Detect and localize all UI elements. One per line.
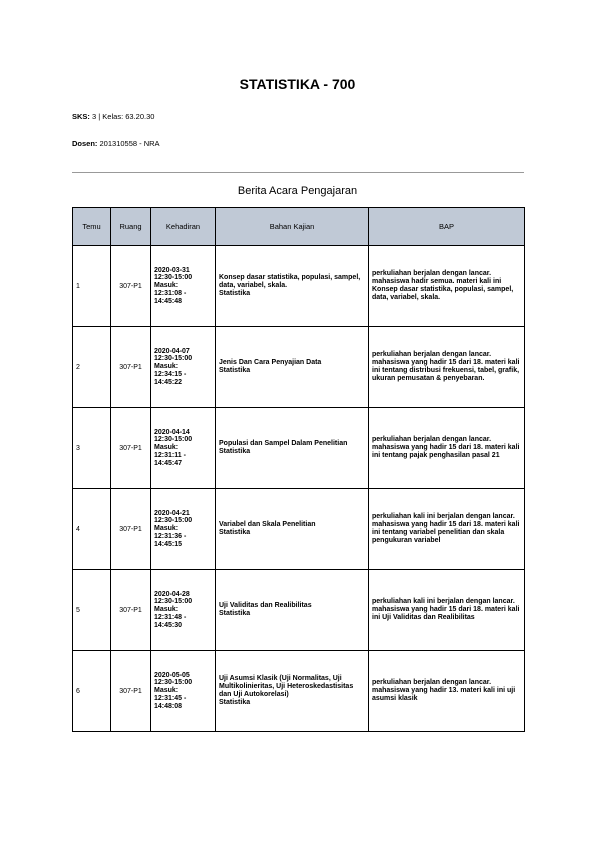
bahan-kajian-cell xyxy=(216,570,369,651)
temu-cell: 3 xyxy=(73,408,111,489)
table-row xyxy=(73,246,525,327)
bahan-kajian-text: Populasi dan Sampel Dalam Penelitian xyxy=(219,440,348,448)
table-row xyxy=(73,408,525,489)
table-row xyxy=(73,489,525,570)
bahan-kajian-text: Jenis Dan Cara Penyajian Data xyxy=(219,359,322,367)
masuk-label: Masuk: xyxy=(154,282,179,290)
kehadiran-cell xyxy=(151,327,216,408)
bap-table xyxy=(72,207,525,732)
table-row xyxy=(73,327,525,408)
page-title: STATISTIKA - 700 xyxy=(239,76,356,92)
dosen-label: Dosen: xyxy=(72,139,98,148)
ruang-cell: 307-P1 xyxy=(111,570,151,651)
time-slot: 12:30-15:00 xyxy=(154,436,193,444)
bap-cell: perkuliahan berjalan dengan lancar. mahasiswa hadir semua. materi kali ini Konsep dasar statistika, populasi, sampel, data, variabel, skala. xyxy=(369,246,525,327)
time-slot: 12:30-15:00 xyxy=(154,679,193,687)
kehadiran-cell xyxy=(151,408,216,489)
col-header-temu: Temu xyxy=(73,208,111,246)
bahan-kajian-text: Variabel dan Skala Penelitian xyxy=(219,521,316,529)
ruang-cell: 307-P1 xyxy=(111,246,151,327)
table-row xyxy=(73,570,525,651)
bahan-kajian-cell xyxy=(216,246,369,327)
ruang-cell: 307-P1 xyxy=(111,651,151,732)
kehadiran-cell xyxy=(151,246,216,327)
kehadiran-cell xyxy=(151,570,216,651)
bahan-kajian-subject: Statistika xyxy=(219,289,251,297)
col-header-bap: BAP xyxy=(369,208,525,246)
masuk-label: Masuk: xyxy=(154,444,179,452)
ruang-cell: 307-P1 xyxy=(111,327,151,408)
masuk-time: 12:31:45 - xyxy=(154,694,187,702)
sks-kelas-line xyxy=(72,112,154,121)
table-row xyxy=(73,651,525,732)
bahan-kajian-text: Uji Validitas dan Realibilitas xyxy=(219,602,312,610)
keluar-time: 14:45:15 xyxy=(154,540,183,548)
temu-cell: 1 xyxy=(73,246,111,327)
masuk-time: 12:34:15 - xyxy=(154,370,187,378)
date: 2020-05-05 xyxy=(154,671,190,679)
bap-cell: perkuliahan berjalan dengan lancar. mahasiswa yang hadir 13. materi kali ini uji asumsi klasik xyxy=(369,651,525,732)
bahan-kajian-cell xyxy=(216,327,369,408)
col-header-ruang: Ruang xyxy=(111,208,151,246)
divider xyxy=(72,172,524,173)
date: 2020-03-31 xyxy=(154,266,190,274)
temu-cell: 4 xyxy=(73,489,111,570)
date: 2020-04-07 xyxy=(154,347,190,355)
col-header-kehadiran: Kehadiran xyxy=(151,208,216,246)
temu-cell: 5 xyxy=(73,570,111,651)
dosen-value: 201310558 - NRA xyxy=(99,139,160,148)
temu-cell: 2 xyxy=(73,327,111,408)
bahan-kajian-text: Uji Asumsi Klasik (Uji Normalitas, Uji Multikolinieritas, Uji Heteroskedastisitas dan Uji Autokorelasi) xyxy=(219,675,354,698)
bahan-kajian-text: Konsep dasar statistika, populasi, sampel, data, variabel, skala. xyxy=(219,274,361,290)
masuk-time: 12:31:48 - xyxy=(154,613,187,621)
masuk-time: 12:31:36 - xyxy=(154,532,187,540)
sks-value: 3 | Kelas: 63.20.30 xyxy=(92,112,155,121)
bahan-kajian-cell xyxy=(216,408,369,489)
masuk-time: 12:31:08 - xyxy=(154,289,187,297)
bap-cell: perkuliahan kali ini berjalan dengan lancar. mahasiswa yang hadir 15 dari 18. materi kali ini Uji Validitas dan Realibilitas xyxy=(369,570,525,651)
ruang-cell: 307-P1 xyxy=(111,408,151,489)
bahan-kajian-cell xyxy=(216,651,369,732)
keluar-time: 14:45:47 xyxy=(154,459,183,467)
keluar-time: 14:45:22 xyxy=(154,378,183,386)
bap-cell: perkuliahan berjalan dengan lancar. mahasiswa yang hadir 15 dari 18. materi kali ini tentang distribusi frekuensi, tabel, grafik, ukuran pemusatan & penyebaran. xyxy=(369,327,525,408)
bap-cell: perkuliahan kali ini berjalan dengan lancar. mahasiswa yang hadir 15 dari 18. materi kali ini tentang variabel penelitian dan skala pengukuran variabel xyxy=(369,489,525,570)
masuk-label: Masuk: xyxy=(154,687,179,695)
time-slot: 12:30-15:00 xyxy=(154,274,193,282)
keluar-time: 14:45:30 xyxy=(154,621,183,629)
masuk-label: Masuk: xyxy=(154,606,179,614)
table-header-row xyxy=(73,208,525,246)
bahan-kajian-subject: Statistika xyxy=(219,529,251,536)
masuk-label: Masuk: xyxy=(154,363,179,371)
date: 2020-04-14 xyxy=(154,428,190,436)
bahan-kajian-cell xyxy=(216,489,369,570)
bahan-kajian-subject: Statistika xyxy=(219,698,251,706)
bahan-kajian-subject: Statistika xyxy=(219,367,251,374)
bap-cell: perkuliahan berjalan dengan lancar. mahasiswa yang hadir 15 dari 18. materi kali ini tentang pajak penghasilan pasal 21 xyxy=(369,408,525,489)
kehadiran-cell xyxy=(151,651,216,732)
temu-cell: 6 xyxy=(73,651,111,732)
dosen-line xyxy=(72,139,160,148)
section-title: Berita Acara Pengajaran xyxy=(237,185,358,197)
ruang-cell: 307-P1 xyxy=(111,489,151,570)
masuk-label: Masuk: xyxy=(154,525,179,533)
kehadiran-cell xyxy=(151,489,216,570)
date: 2020-04-21 xyxy=(154,509,190,517)
masuk-time: 12:31:11 - xyxy=(154,451,186,459)
col-header-bahan-kajian: Bahan Kajian xyxy=(216,208,369,246)
sks-label: SKS: xyxy=(72,112,90,121)
bahan-kajian-subject: Statistika xyxy=(219,448,251,455)
keluar-time: 14:48:08 xyxy=(154,702,183,710)
time-slot: 12:30-15:00 xyxy=(154,598,193,606)
keluar-time: 14:45:48 xyxy=(154,297,183,305)
bahan-kajian-subject: Statistika xyxy=(219,610,251,617)
time-slot: 12:30-15:00 xyxy=(154,355,193,363)
time-slot: 12:30-15:00 xyxy=(154,517,193,525)
date: 2020-04-28 xyxy=(154,590,190,598)
